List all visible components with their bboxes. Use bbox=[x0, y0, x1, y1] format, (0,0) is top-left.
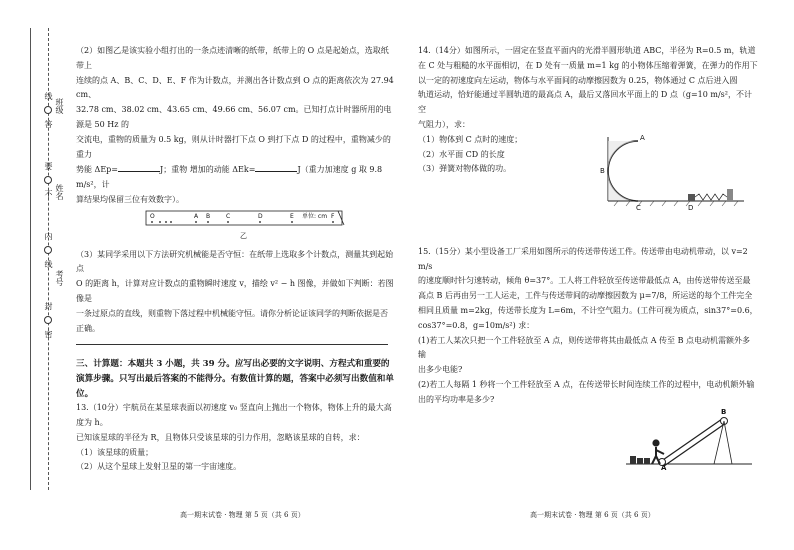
q3-line: （3）某同学采用以下方法研究机械能是否守恒：在纸带上选取多个计数点，测量其到起始点 bbox=[76, 249, 394, 274]
q14-sub: （2）水平面 CD 的长度 bbox=[418, 149, 505, 159]
label-d: D bbox=[688, 203, 694, 211]
footer-page-5: 高一期末试卷 · 物理 第 5 页（共 6 页） bbox=[180, 511, 305, 519]
q14-sub: （3）弹簧对物体做的功。 bbox=[418, 164, 512, 174]
label-b: B bbox=[600, 166, 605, 175]
seal-circle bbox=[44, 246, 52, 254]
belt-bottom bbox=[664, 423, 726, 466]
seal-circle bbox=[44, 176, 52, 184]
tape-point-c: C bbox=[226, 212, 231, 220]
tape-unit: 单位: cm bbox=[302, 212, 328, 220]
q15-sub: 出多少电能? bbox=[418, 365, 463, 375]
q2-line: 连续的点 A、B、C、D、E、F 作为计数点，并测出各计数点到 O 点的距离依次为 27.94 cm、 bbox=[76, 75, 394, 100]
q13-line: 13.（10分）宇航员在某星球表面以初速度 v₀ 竖直向上抛出一个物体，物体上升的最大高度为 h。 bbox=[76, 403, 392, 427]
tape-point-f: F bbox=[331, 212, 335, 220]
seal-char: 答 bbox=[44, 120, 53, 128]
q14-line: 14.（14分）如图所示，一固定在竖直平面内的光滑半圆形轨道 ABC，半径为 R=0.5 m，轨道 bbox=[418, 46, 756, 55]
seal-char: 要 bbox=[44, 162, 53, 170]
tape-point-b: B bbox=[206, 212, 211, 220]
q2-line: （2）如图乙是该实验小组打出的一条点迹清晰的纸带，纸带上的 O 点是起始点，选取纸带上 bbox=[76, 46, 389, 70]
semicircle-track-figure bbox=[568, 133, 748, 211]
q2-line: 32.78 cm、38.02 cm、43.65 cm、49.66 cm、56.07 cm。已知打点计时器所用的电源是 50 Hz 的 bbox=[76, 105, 392, 129]
q14-body bbox=[418, 133, 758, 211]
q13-line: 已知该星球的半径为 R，且物体只受该星球的引力作用，忽略该星球的自转，求： bbox=[76, 432, 365, 442]
q15-line: cos37°=0.8，g=10m/s²) 求： bbox=[418, 320, 535, 330]
q2-line-5: 势能 ΔEp= J；重物 增加的动能 ΔEk= J（重力加速度 g 取 9.8 m/s²，计 bbox=[76, 162, 394, 193]
spring bbox=[695, 194, 727, 200]
q15-line: 相同且质量 m=2kg，传送带长度为 L=6m，不计空气阻力。(工件可视为质点，sin37°=0.6， bbox=[418, 305, 758, 315]
wall bbox=[727, 189, 733, 201]
q2-line: 交流电，重物的质量为 0.5 kg，则从计时器打下点 O 到打下点 D 的过程中，重物减少的重力 bbox=[76, 134, 391, 159]
q2-line-6: 算结果均保留三位有效数字）。 bbox=[76, 194, 184, 204]
q3-line: O 的距离 h，计算对应计数点的重物瞬时速度 v，描绘 v² − h 图像，并做如下判断：若图像是 bbox=[76, 279, 394, 303]
seal-char: 线 bbox=[44, 92, 53, 100]
margin-outer-labels bbox=[55, 98, 63, 286]
seal-char: 内 bbox=[44, 232, 53, 240]
label-a: A bbox=[640, 133, 645, 142]
q13-sub: （1）该星球的质量； bbox=[76, 447, 154, 457]
label-a: A bbox=[661, 464, 667, 470]
q15-line: 15.（15分）某小型设备工厂采用如图所示的传送带传送工件。传送带由电动机带动，以 v=2 m/s bbox=[418, 246, 748, 271]
seal-char: 不 bbox=[44, 190, 53, 198]
exam-number-label: 考号 bbox=[55, 270, 64, 286]
small-block bbox=[688, 194, 695, 201]
q14-line: 气阻力），求： bbox=[418, 119, 470, 129]
q15-sub: (2)若工人每隔 1 秒将一个工件轻放至 A 点，在传送带长时间连续工作的过程中，电动机额外输 bbox=[418, 379, 755, 389]
q15-line: 高点 B 后再由另一工人运走，工件与传送带间的动摩擦因数为 μ=7/8，所运送的每个工件完全 bbox=[418, 291, 753, 301]
tape-point-d: D bbox=[258, 212, 263, 220]
q14-line: 在 C 处与粗糙的水平面相切，在 D 处有一质量 m=1 kg 的小物体压缩着弹簧，在弹力的作用下 bbox=[418, 60, 758, 70]
seal-char: 封 bbox=[44, 302, 53, 310]
worker-head bbox=[652, 439, 659, 446]
q15-sub: 出的平均功率是多少? bbox=[418, 394, 495, 404]
q3-line: 一条过原点的直线，则重物下落过程中机械能守恒。请你分析论证该同学的判断依据是否正确。 bbox=[76, 308, 388, 333]
class-label: 班级 bbox=[55, 98, 64, 114]
margin-line-outer bbox=[30, 28, 31, 490]
label-b: B bbox=[721, 408, 727, 416]
seal-char: 线 bbox=[44, 260, 53, 268]
seal-char: 密 bbox=[44, 330, 53, 338]
page-5-column bbox=[76, 44, 394, 475]
q14-questions bbox=[418, 133, 568, 211]
answer-blank-potential-energy[interactable] bbox=[118, 162, 160, 172]
tape-point-e: E bbox=[290, 212, 294, 220]
footer-page-6: 高一期末试卷 · 物理 第 6 页（共 6 页） bbox=[530, 511, 655, 519]
conveyor-belt-figure bbox=[624, 406, 754, 470]
answer-blank-kinetic-energy[interactable] bbox=[255, 162, 297, 172]
page-6-column bbox=[418, 44, 758, 408]
seal-line-column bbox=[44, 92, 52, 338]
workpiece-stack bbox=[644, 458, 650, 464]
paper-tape-figure bbox=[76, 208, 394, 242]
belt-top bbox=[660, 419, 722, 462]
q15-sub: (1)若工人某次只把一个工件轻放至 A 点，则传送带将其由最低点 A 传至 B 点电动机需额外多输 bbox=[418, 335, 751, 360]
tape-point-a: A bbox=[194, 212, 199, 220]
q15-line: 的速度顺时针匀速转动，倾角 θ=37°。工人将工件轻放至传送带最低点 A，由传送带传送至最 bbox=[418, 276, 751, 286]
q13-sub: （2）从这个星球上发射卫星的第一宇宙速度。 bbox=[76, 462, 242, 472]
tape-caption: 乙 bbox=[240, 231, 247, 240]
seal-circle bbox=[44, 316, 52, 324]
answer-line-q3[interactable] bbox=[76, 336, 388, 345]
tape-point-o: O bbox=[150, 212, 155, 220]
seal-circle bbox=[44, 106, 52, 114]
label-c: C bbox=[636, 203, 641, 211]
name-label: 姓名 bbox=[55, 184, 64, 200]
q14-line: 轨道运动，恰好能通过半圆轨道的最高点 A，最后又落回水平面上的 D 点（g=10 m/s²，不计空 bbox=[418, 90, 752, 115]
q14-line: 以一定的初速度向左运动，物体与水平面间的动摩擦因数为 0.25，物体通过 C 点后进入圆 bbox=[418, 75, 738, 85]
section-3-title: 三、计算题：本题共 3 小题，共 39 分。应写出必要的文字说明、方程式和重要的演算步骤。只写出最后答案的不能得分。有数值计算的题，答案中必须写出数值和单位。 bbox=[76, 359, 394, 399]
q14-sub: （1）物体到 C 点时的速度； bbox=[418, 134, 523, 144]
